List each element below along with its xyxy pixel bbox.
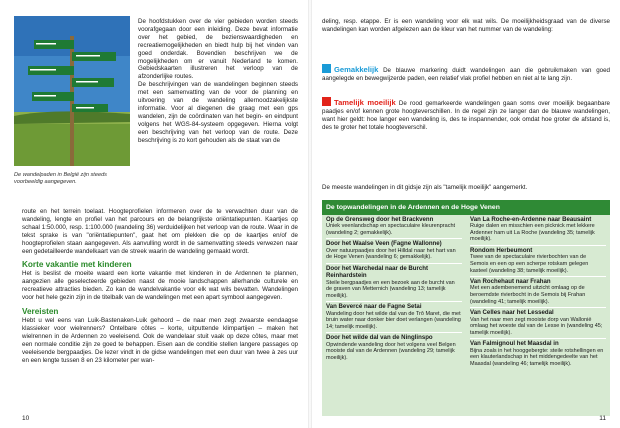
table-column-left (326, 215, 462, 364)
table-row (470, 246, 606, 277)
walk-description: Bijna zoals in het hooggebergte: steile rotshellingen en een klauterlandschap in het middengedeelte van het Maasdal (wandeling 46; tamelijk moeilijk). (470, 347, 604, 367)
walk-title: Van Falmignoul het Maasdal in (470, 340, 559, 348)
heading-kids: Korte vakantie met kinderen (22, 260, 132, 270)
signpost-image (14, 16, 130, 166)
legend-easy-text: De blauwe markering duidt wandelingen aan die gebruikmaken van goed aangelegde en bewegwijzerde paden, een relatief vlak profiel hebben en niet al te lang zijn. (322, 67, 610, 82)
walk-title: Door het Warchedal naar de Burcht Reinhardstein (326, 264, 429, 280)
summary-text: De meeste wandelingen in dit gidsje zijn als "tamelijk moeilijk" aangemerkt. (322, 184, 528, 191)
walk-title: Door het wilde dal van de Ninglinspo (326, 334, 433, 342)
walk-title: Rondom Herbeumont (470, 247, 533, 255)
walk-description: Opwindende wandeling door het volgens veel Belgen mooiste dal van de Ardennen (wandeling 29; tamelijk moeilijk). (326, 341, 456, 361)
requirements-text: Hebt u wel eens van Luik-Bastenaken-Luik gehoord – de naar men zegt zwaarste eendaagse klassieker voor wielrenners? Ontelbare côtes – korte, uitputtende klimpartijen – maken het wielrennen in de Ardennen zo veeleisend. Ook de wandelaar stuit vaak op deze côtes, maar met een normale conditie zijn ze goed te behappen. Eisen aan de conditie stellen langere passages op veeleisende bergpaadjes. De lezer vindt in de gidse wandelingen met een duur van twee à zes uur en een lengte tussen 8 en 23 kilometer per wan- (22, 317, 298, 364)
heading-requirements: Vereisten (22, 307, 59, 317)
walk-description: Twee van de spectaculaire rivierbochten van de Semois en een op een scherpe rotskam gelegen kasteel (wandeling 38; tamelijk moeilijk). (470, 254, 589, 274)
difficulty-intro-text: deling, resp. etappe. Er is een wandeling voor elk wat wils. De moeilijkheidsgraad van de diverse wandelingen kan worden afgelezen aan de kleur van het nummer van de wandeling: (322, 18, 610, 33)
photo-caption: De wandelpaden in België zijn steeds voorbeeldig aangegeven. (14, 172, 107, 185)
intro-text: De hoofdstukken over de vier gebieden worden steeds voorafgegaan door een inleiding. Deze bevat informatie over het gebied, de bezienswaardigheden en recreatiemogelijkheden en biedt hulp bij het vinden van goed onderdak. Bovendien beschrijven we de mogelijkheden om er vanuit Nederland te komen. Gebiedskaarten illustreren het verloop van de afzonderlijke routes. De beschrijvingen van de wandelingen beginnen steeds met een samenvatting van de voor de planning en uitvoering van de wandeling allernoodzakelijkste informatie. Voor al diegenen die graag met een gps wandelen, zijn de coördinaten van het begin- en eindpunt volgens het WGS-84-systeem opgegeven. Hierna volgt een beschrijving van het verloop van de route. Deze beschrijving is zo kort gehouden als de staat van de (138, 18, 298, 144)
blue-square-icon (322, 64, 331, 73)
table-row (470, 339, 606, 369)
top-walks-table (322, 200, 610, 416)
table-row (326, 302, 462, 333)
walk-description: Steile bergpaadjes en een bezoek aan de burcht van de graven van Metternich (wandeling 13; tamelijk moeilijk). (326, 279, 455, 299)
legend-hard-label: Tamelijk moeilijk (334, 98, 396, 107)
legend-hard-text: De rood gemarkeerde wandelingen gaan soms over moeilijk begaanbare paadjes en/of kennen grote hoogteverschillen. In de regel zijn ze langer dan de blauwe wandelingen, want hier geldt: hoe langer een wandeling is, des te inspannender, ook omdat hoe groter de afstand is, des te groter het totale hoogteverschil. (322, 100, 610, 131)
table-column-right (470, 215, 606, 369)
walk-title: Van Bevercé naar de Fagne Setai (326, 303, 422, 311)
page-number-right: 11 (599, 415, 606, 422)
table-title: De topwandelingen in de Ardennen en de Hoge Venen (322, 200, 610, 215)
walk-description: Van het naar men zegt mooiste dorp van Wallonië omlaag het woeste dal van de Lesse in (wandeling 45; tamelijk moeilijk). (470, 316, 603, 336)
table-row (326, 264, 462, 302)
intro-continued-text: route en het terrein toelaat. Hoogteprofielen informeren over de te verwachten duur van de wandeling, lengte en profiel van het parcours en de belangrijkste oriëntatiepunten. Kaartjes op schaal 1:50.000, resp. 1:100.000 (wandeling 36) verduidelijken het verloop van de route. Waar in de tekst sprake is van "oriëntatiepunten", gaat het om plekken die op de kaartjes en/of de hoogteprofielen staan aangegeven. Als aanvulling wordt in de samenvatting steeds verwezen naar een gedetailleerde wandelkaart van de streek waarin de wandeling gemaakt wordt. (22, 208, 298, 255)
legend-easy-label: Gemakkelijk (334, 65, 379, 74)
signpost-photo (14, 16, 130, 166)
walk-description: Met een adembenemend uitzicht omlaag op de beroemdste rivierbocht in de Semois bij Frahan (wandeling 41; tamelijk moeilijk). (470, 285, 586, 305)
walk-description: Over natuurpaadjes door het Hilldal naar het hart van de Hoge Venen (wandeling 6; gemakkelijk). (326, 247, 456, 261)
walk-title: Door het Waalse Veen (Fagne Wallonne) (326, 240, 442, 248)
walk-title: Van La Roche-en-Ardenne naar Beausaint (470, 216, 592, 223)
walk-title: Van Celles naar het Lessedal (470, 309, 554, 317)
legend-easy (322, 64, 610, 83)
legend-hard (322, 97, 610, 132)
walk-description: Uniek veenlandschap en spectaculaire kleurenpracht (wandeling 2; gemakkelijk). (326, 223, 456, 236)
table-row (470, 215, 606, 246)
left-body (22, 208, 298, 365)
red-square-icon (322, 97, 331, 106)
page-number-left: 10 (22, 415, 30, 422)
walk-title: Van Rochehaut naar Frahan (470, 278, 551, 286)
walk-title: Op de Grensweg door het Brackvenn (326, 216, 434, 223)
table-row (326, 239, 462, 263)
table-row (470, 277, 606, 308)
walk-description: Ruige dalen en misschien een picknick met lekkere Ardenner ham uit La Roche (wandeling 35; tamelijk moeilijk). (470, 223, 595, 243)
table-row (326, 333, 462, 363)
right-page (310, 0, 620, 428)
kids-text: Het is beslist de moeite waard een korte vakantie met kinderen in de Ardennen te plannen, aangezien alle geselecteerde gebieden naast de mooie landschappen allerhande culturele en recreatieve attracties bieden. Zo kan de wandelvakantie voor elk wat wils bevatten. Wandelingen voor het hele gezin zijn in de titelbalk van de wandelingen met een apart symbool aangegeven. (22, 270, 298, 302)
table-row (470, 308, 606, 339)
table-row (326, 215, 462, 239)
walk-description: Wandeling door het wilde dal van de Trô Maret, die met bruin water naar donker bier doet verlangen (wandeling 14; tamelijk moeilijk). (326, 310, 461, 330)
